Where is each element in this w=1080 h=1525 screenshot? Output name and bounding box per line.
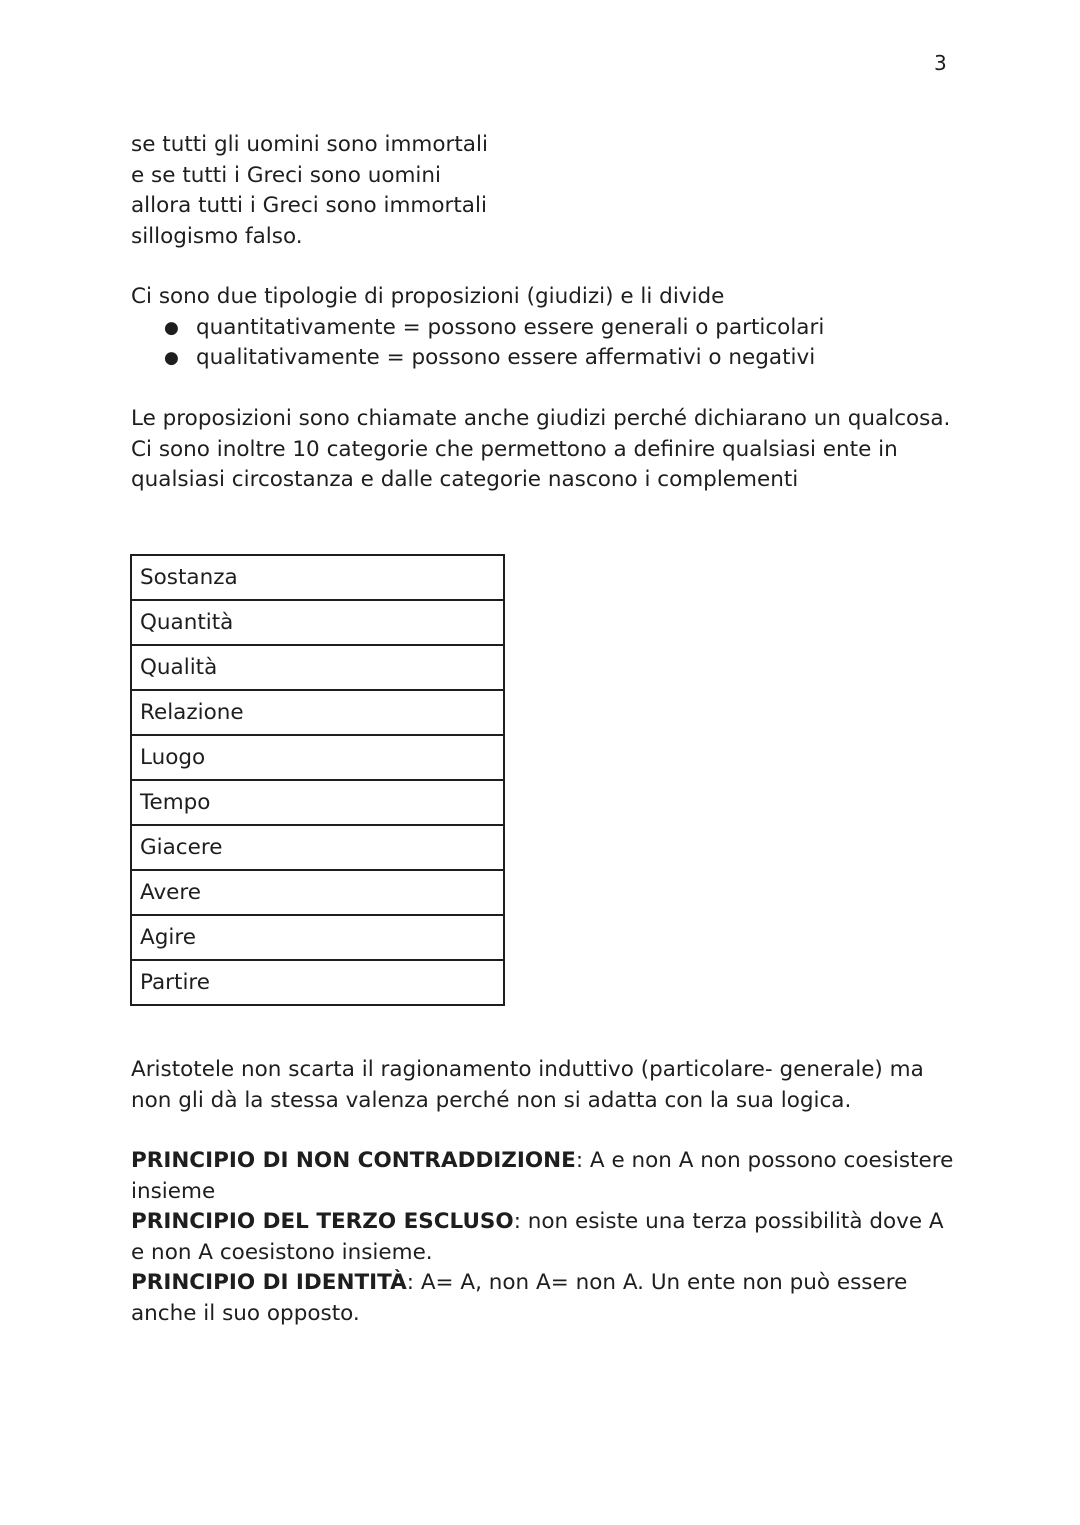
- judgments-section: [131, 404, 961, 496]
- logic-principles: [131, 1146, 961, 1329]
- principle-name: PRINCIPIO DI IDENTITÀ: [131, 1270, 407, 1295]
- table-row: [131, 735, 504, 780]
- typologies-list: [131, 313, 961, 374]
- induction-paragraph: Aristotele non scarta il ragionamento induttivo (particolare- generale) ma non gli dà la stessa valenza perché non si adatta con la sua logica.: [131, 1057, 924, 1113]
- table-row: [131, 555, 504, 600]
- table-row: [131, 825, 504, 870]
- list-item-text: quantitativamente = possono essere generali o particolari: [196, 314, 825, 340]
- syllogism-line: allora tutti i Greci sono immortali: [131, 193, 487, 218]
- category-cell: Qualità: [131, 645, 504, 690]
- table-row: [131, 645, 504, 690]
- category-cell: Avere: [131, 870, 504, 915]
- category-cell: Partire: [131, 960, 504, 1005]
- categories-table: [130, 554, 505, 1006]
- table-row: [131, 960, 504, 1005]
- table-row: [131, 915, 504, 960]
- category-cell: Relazione: [131, 690, 504, 735]
- principle-name: PRINCIPIO DI NON CONTRADDIZIONE: [131, 1148, 576, 1173]
- page-number: 3: [934, 51, 947, 75]
- category-cell: Sostanza: [131, 555, 504, 600]
- syllogism-conclusion: sillogismo falso.: [131, 223, 303, 249]
- typologies-intro: Ci sono due tipologie di proposizioni (giudizi) e li divide: [131, 284, 725, 309]
- table-row: [131, 690, 504, 735]
- principle-text: : non esiste una terza possibilità dove A e non A coesistono insieme.: [131, 1209, 944, 1265]
- category-cell: Giacere: [131, 825, 504, 870]
- proposition-typologies: [131, 282, 961, 374]
- table-row: [131, 600, 504, 645]
- bullet-icon: ●: [164, 317, 179, 338]
- syllogism-line: e se tutti i Greci sono uomini: [131, 162, 442, 188]
- principle-excluded-middle: [131, 1207, 961, 1268]
- category-cell: Luogo: [131, 735, 504, 780]
- table-row: [131, 780, 504, 825]
- principle-non-contradiction: [131, 1146, 961, 1207]
- list-item: [131, 343, 961, 374]
- judgments-paragraph: Le proposizioni sono chiamate anche giudizi perché dichiarano un qualcosa.: [131, 406, 951, 431]
- table-row: [131, 870, 504, 915]
- category-cell: Tempo: [131, 780, 504, 825]
- principle-text: : A= A, non A= non A. Un ente non può essere anche il suo opposto.: [131, 1270, 908, 1326]
- induction-paragraph-block: [131, 1055, 961, 1116]
- syllogism-line: se tutti gli uomini sono immortali: [131, 132, 488, 157]
- principle-identity: [131, 1268, 961, 1329]
- bullet-icon: ●: [164, 348, 179, 368]
- list-item-text: qualitativamente = possono essere affermativi o negativi: [196, 345, 816, 370]
- list-item: [131, 313, 961, 344]
- syllogism-example: [131, 130, 961, 252]
- principle-name: PRINCIPIO DEL TERZO ESCLUSO: [131, 1209, 514, 1234]
- categories-intro-paragraph: Ci sono inoltre 10 categorie che permettono a definire qualsiasi ente in qualsiasi circostanza e dalle categorie nascono i complementi: [131, 436, 898, 492]
- category-cell: Agire: [131, 915, 504, 960]
- category-cell: Quantità: [131, 600, 504, 645]
- principle-text: : A e non A non possono coesistere insieme: [131, 1148, 954, 1204]
